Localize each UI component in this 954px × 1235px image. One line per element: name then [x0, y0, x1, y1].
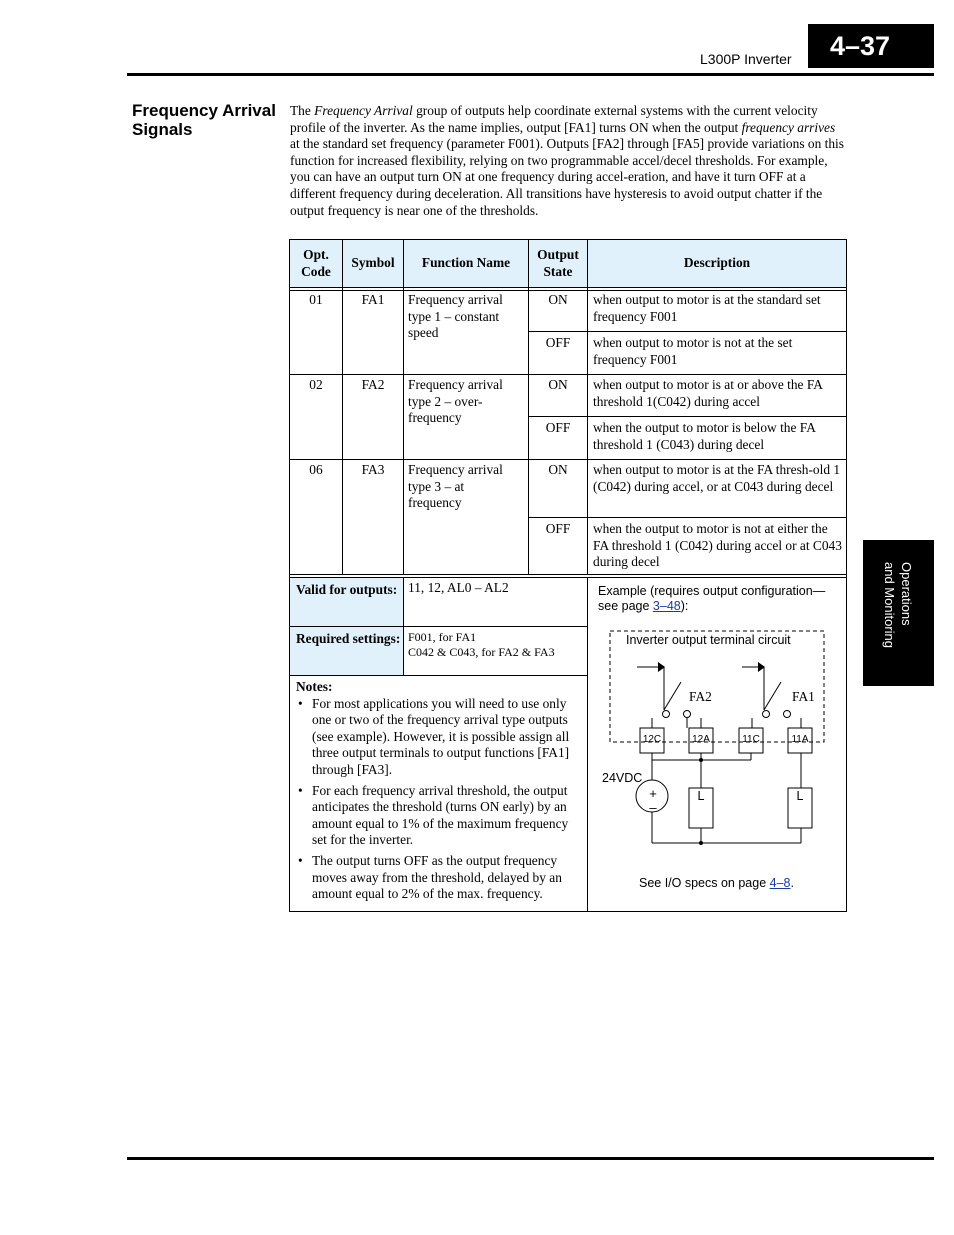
function-table [289, 239, 847, 912]
chapter-side-tab[interactable] [863, 540, 934, 686]
page-number-tab: 4–37 [808, 24, 934, 68]
terminal-12c: 12C [642, 734, 662, 745]
row3-off-description: when the output to motor is not at either the FA threshold 1 (C042) during accel or at C043 during decel [593, 521, 842, 570]
header-opt-code: Opt. Code [301, 246, 331, 279]
required-settings-label: Required settings: [296, 631, 401, 646]
row2-off-state: OFF [545, 420, 571, 435]
header-product-name: L300P Inverter [700, 51, 792, 67]
inverter-boundary [610, 631, 824, 742]
io-specs-note: See I/O specs on page 4–8. [639, 876, 794, 890]
footer-rule [127, 1157, 934, 1160]
header-output-state: Output State [537, 246, 579, 279]
header-description: Description [683, 255, 751, 271]
row1-symbol: FA1 [361, 292, 385, 307]
row3-off-state: OFF [545, 521, 571, 536]
row3-on-state: ON [548, 462, 568, 477]
row2-on-description: when output to motor is at or above the FA threshold 1(C042) during accel [593, 377, 823, 409]
link-page-4-8[interactable]: 4–8 [769, 876, 791, 890]
row3-on-description: when output to motor is at the FA thresh-old 1 (C042) during accel, or at C043 during decel [593, 462, 841, 494]
notes-title: Notes: [296, 679, 333, 694]
load-fa1: L [796, 789, 804, 803]
note-item: • For each frequency arrival threshold, the output anticipates the threshold (turns ON early) by an amount equal to 1% of the maximum frequency set for the inverter. [296, 783, 584, 849]
terminal-11c: 11C [742, 734, 760, 745]
row3-code: 06 [309, 462, 323, 477]
header-symbol: Symbol [351, 255, 395, 271]
row2-symbol: FA2 [361, 377, 385, 392]
valid-outputs-value: 11, 12, AL0 – AL2 [408, 580, 509, 595]
fa2-label: FA2 [689, 689, 712, 704]
supply-voltage-label: 24VDC [602, 771, 643, 785]
row1-on-description: when output to motor is at the standard set frequency F001 [593, 292, 821, 324]
side-tab-line1: Operations [899, 562, 915, 626]
header-function-name: Function Name [421, 255, 511, 271]
output-terminal-circuit-diagram [588, 620, 846, 870]
required-settings-value: F001, for FA1 C042 & C043, for FA2 & FA3 [408, 630, 555, 659]
row2-function-name: Frequency arrival type 2 – over-frequency [408, 377, 503, 426]
note-item: • The output turns OFF as the output frequency moves away from the threshold, delayed by an amount equal to 2% of the max. frequency. [296, 853, 584, 903]
header-rule [127, 73, 934, 76]
supply-minus: – [649, 800, 657, 815]
note-item: • For most applications you will need to use only one or two of the frequency arrival type outputs (see example). However, it is possible assign all three output terminals to output functions [FA1] through [FA3]. [296, 696, 584, 779]
terminal-12a: 12A [692, 734, 710, 745]
side-tab-line2: and Monitoring [882, 562, 898, 648]
row2-off-description: when the output to motor is below the FA threshold 1 (C043) during decel [593, 420, 816, 452]
circuit-title: Inverter output terminal circuit [626, 633, 791, 647]
supply-plus: + [649, 786, 657, 801]
row3-symbol: FA3 [361, 462, 385, 477]
row2-on-state: ON [548, 377, 568, 392]
row1-code: 01 [309, 292, 323, 307]
link-page-3-48[interactable]: 3–48 [652, 599, 681, 613]
row1-off-state: OFF [545, 335, 571, 350]
section-heading: Frequency Arrival Signals [132, 101, 276, 139]
notes-block [296, 679, 584, 907]
row1-on-state: ON [548, 292, 568, 307]
valid-outputs-label: Valid for outputs: [296, 582, 398, 597]
example-caption: Example (requires output configuration— see page 3–48): [598, 584, 826, 613]
row1-off-description: when output to motor is not at the set frequency F001 [593, 335, 793, 367]
row3-function-name: Frequency arrival type 3 – at frequency [408, 462, 503, 511]
load-fa2: L [697, 789, 705, 803]
terminal-11a: 11A [791, 734, 809, 745]
row2-code: 02 [309, 377, 323, 392]
intro-paragraph: The Frequency Arrival group of outputs help coordinate external systems with the current velocity profile of the inverter. As the name implies, output [FA1] turns ON when the output frequency arrives at the standard set frequency (parameter F001). Outputs [FA2] through [FA5] provide variations on this function for increased flexibility, relying on two programmable accel/decel thresholds. For example, you can have an output turn ON at one frequency during accel-eration, and have it turn OFF at a different frequency during deceleration. All transitions have hysteresis to avoid output chatter if the output frequency is near one of the thresholds. [290, 103, 844, 218]
row1-function-name: Frequency arrival type 1 – constant speed [408, 292, 503, 341]
fa1-label: FA1 [792, 689, 815, 704]
